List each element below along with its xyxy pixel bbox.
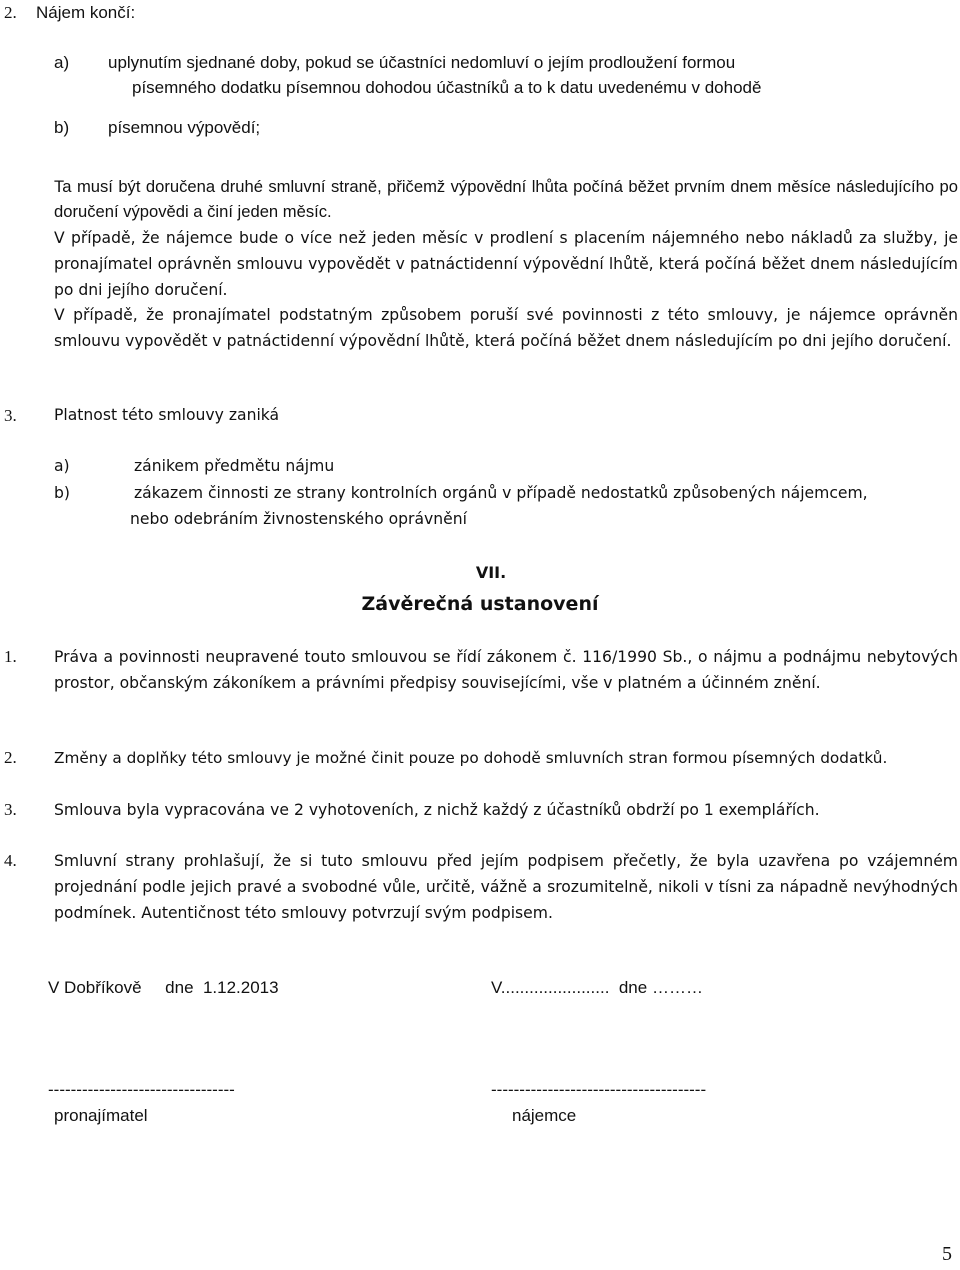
left-place-date: V Dobříkově dne 1.12.2013 — [48, 978, 279, 997]
section-3-item-b-line2: nebo odebráním živnostenského oprávnění — [130, 510, 467, 528]
provision-4-number: 4. — [4, 851, 17, 870]
landlord-breach-paragraph: V případě, že pronajímatel podstatným způsobem poruší své povinnosti z této smlouvy, je nájemce oprávněn smlouvu vypovědět v patnáctidenní výpovědní lhůtě, která počíná běžet dnem následujícím po dni jejího doručení. — [54, 306, 958, 350]
section-3-number: 3. — [4, 406, 17, 425]
section-3-item-b-line1: zákazem činnosti ze strany kontrolních orgánů v případě nedostatků způsobených nájemcem, — [134, 484, 868, 502]
chapter-title: Závěrečná ustanovení — [361, 593, 599, 615]
section-2-number: 2. — [4, 3, 17, 22]
section-2-item-b-label: b) — [54, 118, 70, 137]
section-3-item-a-label: a) — [54, 457, 70, 475]
provision-3-text: Smlouva byla vypracována ve 2 vyhotoveních, z nichž každý z účastníků obdrží po 1 exemplářích. — [54, 801, 820, 819]
provision-2-number: 2. — [4, 748, 17, 767]
provision-2-text: Změny a doplňky této smlouvy je možné činit pouze po dohodě smluvních stran formou písemných dodatků. — [54, 749, 888, 767]
section-2-title: Nájem končí: — [36, 3, 136, 22]
provision-3-number: 3. — [4, 800, 17, 819]
provision-1-text: Práva a povinnosti neupravené touto smlouvou se řídí zákonem č. 116/1990 Sb., o nájmu a podnájmu nebytových prostor, občanským zákoníkem a právními předpisy souvisejícími, vše v platném a účinném znění. — [54, 648, 958, 692]
section-2-item-a-line2: písemného dodatku písemnou dohodou účastníků a to k datu uvedenému v dohodě — [132, 78, 762, 97]
section-3-item-b-label: b) — [54, 484, 70, 502]
right-signature-line: -------------------------------------- — [491, 1080, 707, 1099]
chapter-numeral: VII. — [475, 563, 507, 582]
section-2-item-a-label: a) — [54, 53, 70, 72]
right-signatory-role: nájemce — [512, 1106, 577, 1125]
left-signature-line: --------------------------------- — [48, 1080, 235, 1099]
page-number: 5 — [942, 1243, 952, 1265]
section-3-item-a-text: zánikem předmětu nájmu — [134, 457, 335, 475]
section-3-title: Platnost této smlouvy zaniká — [54, 406, 280, 424]
section-2-item-a-line1: uplynutím sjednané doby, pokud se účastníci nedomluví o jejím prodloužení formou — [108, 53, 736, 72]
provision-1-number: 1. — [4, 647, 17, 666]
notice-period-paragraph: Ta musí být doručena druhé smluvní straně, přičemž výpovědní lhůta počíná běžet prvním dnem měsíce následujícího po doručení výpovědi a činí jeden měsíc. — [54, 177, 958, 221]
right-place-date: V....................... dne ……… — [491, 978, 703, 997]
left-signatory-role: pronajímatel — [54, 1106, 148, 1125]
tenant-default-paragraph: V případě, že nájemce bude o více než jeden měsíc v prodlení s placením nájemného nebo nákladů za služby, je pronajímatel oprávněn smlouvu vypovědět v patnáctidenní výpovědní lhůtě, která počíná běžet dnem následujícím po dni jejího doručení. — [54, 229, 958, 299]
section-2-item-b-text: písemnou výpovědí; — [108, 118, 261, 137]
provision-4-text: Smluvní strany prohlašují, že si tuto smlouvu před jejím podpisem přečetly, že byla uzavřena po vzájemném projednání podle jejich pravé a svobodné vůle, určitě, vážně a srozumitelně, nikoli v tísni za nápadně nevýhodných podmínek. Autentičnost této smlouvy potvrzují svým podpisem. — [54, 852, 958, 922]
